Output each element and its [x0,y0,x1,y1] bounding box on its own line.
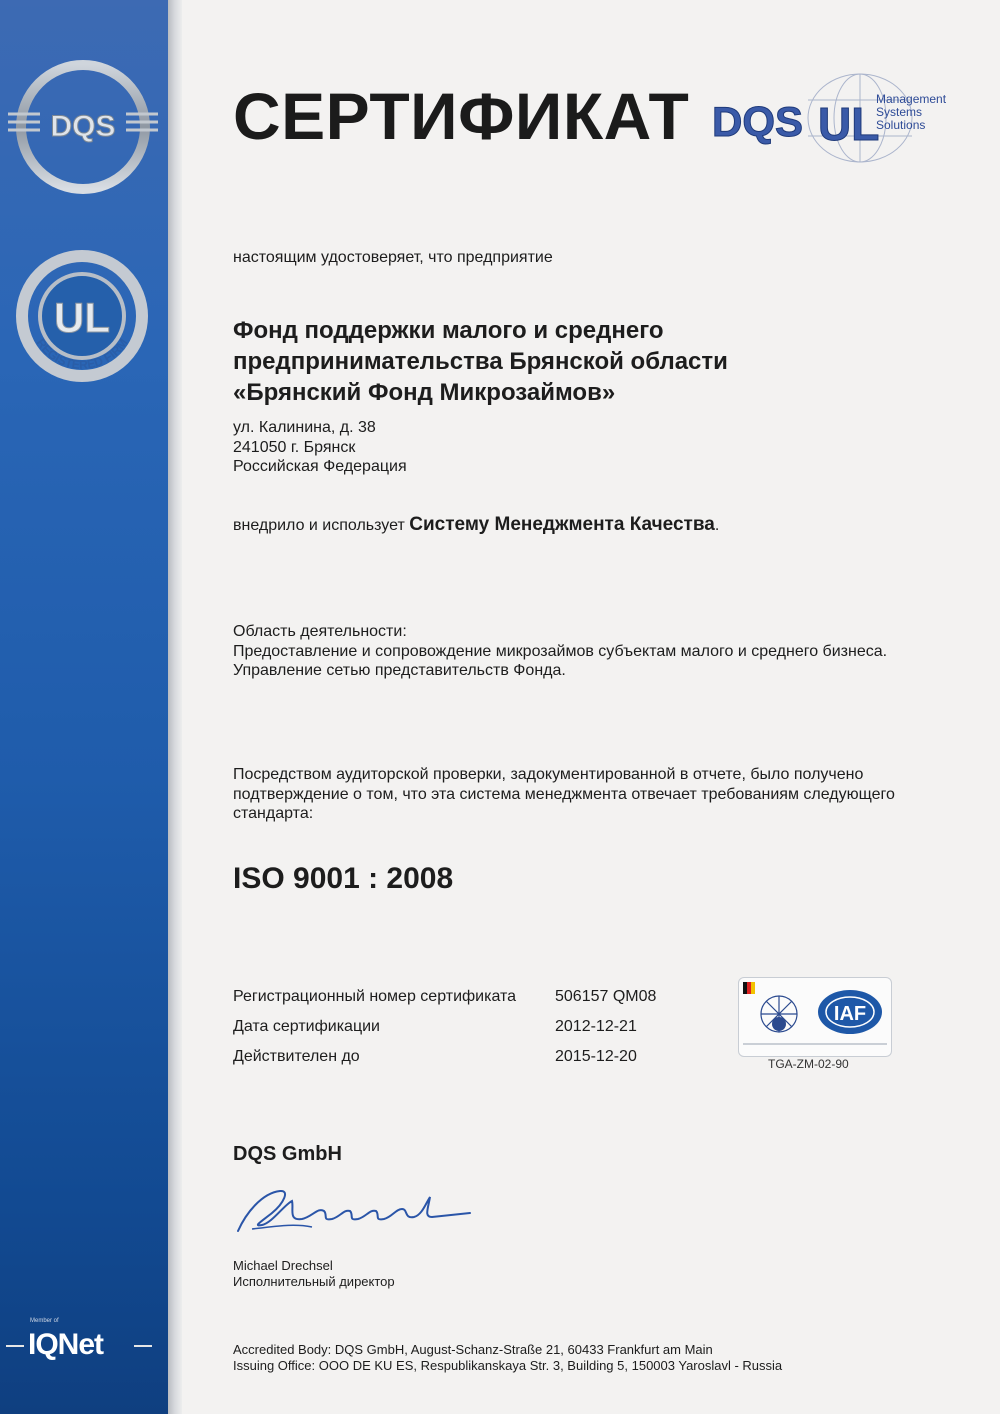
implemented-statement [233,514,719,536]
signatory-name: Michael Drechsel [233,1258,333,1273]
iqnet-logo [6,1318,156,1378]
implemented-prefix: внедрило и использует [233,517,405,534]
certificate-title: СЕРТИФИКАТ [233,79,690,153]
valid-until-label: Действителен до [233,1048,360,1065]
certification-date-label: Дата сертификации [233,1018,380,1035]
audit-line-1: Посредством аудиторской проверки, задокументированной в отчете, было получено [233,766,864,783]
ul-registered-text: REGISTERED FIRM [33,336,131,372]
implemented-system: Систему Менеджмента Качества [409,514,715,535]
address-street: ул. Калинина, д. 38 [233,419,376,436]
iqnet-line-right [134,1345,152,1347]
header-dqs-text: DQS [712,98,804,145]
organization-name [233,315,728,408]
registration-number-value: 506157 QM08 [555,988,657,1005]
implemented-suffix: . [714,517,720,534]
issuer-name: DQS GmbH [233,1143,342,1165]
iqnet-member-label: Member of [30,1318,59,1324]
iqnet-line-left [6,1345,24,1347]
iqnet-word: IQNet [28,1328,104,1361]
sidebar-band [0,0,168,1414]
address-country: Российская Федерация [233,458,407,475]
scope-section [233,622,887,681]
ul-side-logo-text: UL [54,294,110,341]
header-ul-text: UL [818,98,880,150]
scope-heading: Область деятельности: [233,623,407,640]
organization-line-3: «Брянский Фонд Микрозаймов» [233,379,616,406]
standard-name: ISO 9001 : 2008 [233,862,454,895]
header-tagline-1: Management [876,92,947,106]
footer-accredited-body: Accredited Body: DQS GmbH, August-Schanz-Straße 21, 60433 Frankfurt am Main [233,1342,713,1357]
address-city: 241050 г. Брянск [233,438,356,456]
audit-statement [233,765,895,824]
dqs-side-logo [8,52,158,202]
certification-date-value: 2012-12-21 [555,1018,637,1035]
registration-number-label: Регистрационный номер сертификата [233,988,517,1005]
accreditation-code: TGA-ZM-02-90 [768,1057,849,1071]
signature [232,1183,477,1243]
address [233,418,407,477]
valid-until-value: 2015-12-20 [555,1048,637,1065]
iaf-text: IAF [833,1003,867,1025]
sidebar-shadow [168,0,182,1414]
ul-side-logo [12,246,152,386]
dqs-ul-header-logo [710,70,947,170]
footer [233,1342,782,1374]
audit-line-3: стандарта: [233,805,314,822]
signatory-block [233,1258,395,1290]
header-tagline-3: Solutions [876,118,926,132]
scope-line-1: Предоставление и сопровождение микрозаймов субъектам малого и среднего бизнеса. [233,642,888,660]
scope-line-2: Управление сетью представительств Фонда. [233,662,566,679]
dqs-side-logo-text: DQS [50,110,116,143]
organization-line-2: предпринимательства Брянской области [233,348,728,375]
footer-issuing-office: Issuing Office: OOO DE KU ES, Respublikanskaya Str. 3, Building 5, 150003 Yaroslavl - Russia [233,1358,783,1373]
organization-line-1: Фонд поддержки малого и среднего [233,317,664,344]
header-tagline-2: Systems [876,105,923,119]
accreditation-badge [738,977,892,1057]
signatory-position: Исполнительный директор [233,1274,395,1289]
intro-text: настоящим удостоверяет, что предприятие [233,249,553,266]
accreditation-marks [739,978,891,1056]
audit-line-2: подтверждение о том, что эта система менеджмента отвечает требованиям следующего [233,785,895,803]
